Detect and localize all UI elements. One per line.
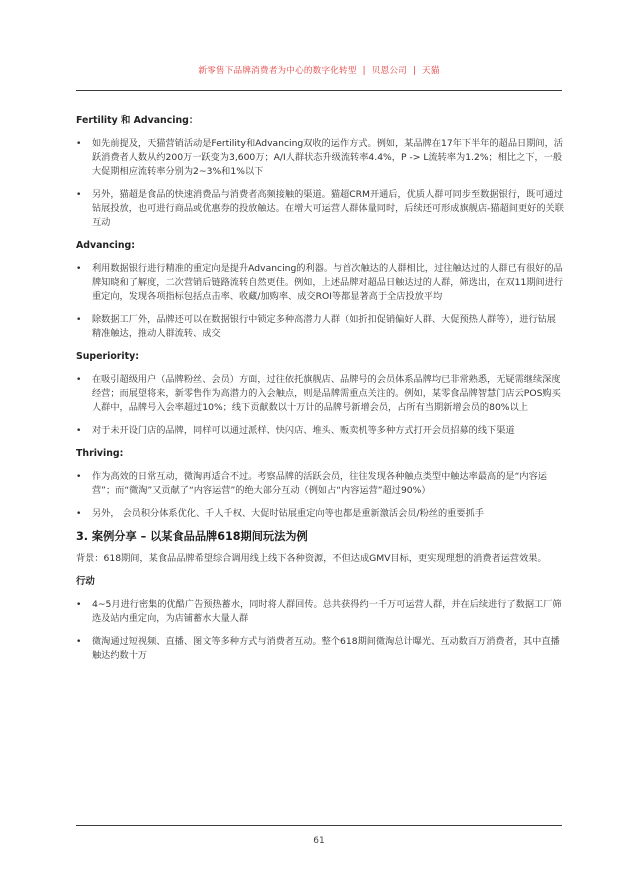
advancing-heading: Advancing: xyxy=(76,240,135,251)
bullet-icon: • xyxy=(76,599,82,610)
list-item-text: 除数据工厂外，品牌还可以在数据银行中锁定多种高潜力人群（如折扣促销偏好人群、大促预热人群等），进行钻展精准触达，推动人群流转、成交 xyxy=(92,314,556,339)
bullet-icon: • xyxy=(76,374,82,385)
list-item xyxy=(76,635,564,663)
list-item-text: 在吸引超级用户（品牌粉丝、会员）方面，过往依托旗舰店、品牌号的会员体系品牌均已非常熟悉，无疑需继续深度经营；而展望将来，新零售作为高潜力的入会触点，则是品牌需重点关注的。例如，某零食品牌智慧门店云POS购买人群中，品牌号入会率超过10%；线下贡献数以十万计的品牌号新增会员，占所有当期新增会员的80%以上 xyxy=(92,374,561,413)
superiority-heading: Superiority: xyxy=(76,351,139,362)
bullet-icon: • xyxy=(76,425,82,436)
list-item xyxy=(76,137,564,179)
header-company-tmall: 天猫 xyxy=(422,66,440,76)
header-separator: | xyxy=(412,66,417,76)
list-item-text: 另外，猫超是食品的快速消费品与消费者高频接触的渠道。猫超CRM开通后，优质人群可同步至数据银行，既可通过钻展投放，也可进行商品或优惠券的投放触达。在增大可运营人群体量同时，后续还可形成旗舰店-猫超间更好的关联互动 xyxy=(92,189,564,228)
superiority-list xyxy=(76,373,564,438)
list-item-text: 对于未开设门店的品牌，同样可以通过派样、快闪店、堆头、贩卖机等多种方式打开会员招募的线下渠道 xyxy=(92,425,515,436)
fertility-heading: Fertility 和 Advancing： xyxy=(76,115,199,126)
list-item xyxy=(76,470,564,498)
bullet-icon: • xyxy=(76,636,82,647)
list-item xyxy=(76,598,564,626)
list-item xyxy=(76,373,564,415)
list-item-text: 如先前提及，天猫营销活动是Fertility和Advancing双收的运作方式。例如，某品牌在17年下半年的超品日期间，活跃消费者人数从约200万一跃变为3,600万；A/I人群状态升级流转率4.4%，P -> L流转率为1.2%；相比之下，一般大促期相应流转率分别为2~3%和1%以下 xyxy=(92,138,563,177)
bullet-icon: • xyxy=(76,263,82,274)
fertility-list xyxy=(76,137,564,230)
list-item-text: 4~5月进行密集的优酷广告预热蓄水，同时将人群回传。总共获得约一千万可运营人群，并在后续进行了数据工厂筛选及站内重定向，为店铺蓄水大量人群 xyxy=(92,599,562,624)
thriving-list xyxy=(76,470,564,521)
action-list xyxy=(76,598,564,663)
case-background: 背景：618期间，某食品品牌希望综合调用线上线下各种资源，不但达成GMV目标，更实现理想的消费者运营效果。 xyxy=(76,553,547,564)
list-item xyxy=(76,313,564,341)
thriving-heading: Thriving: xyxy=(76,448,124,459)
bullet-icon: • xyxy=(76,189,82,200)
page-body xyxy=(76,114,564,672)
list-item-text: 微淘通过短视频、直播、图文等多种方式与消费者互动。整个618期间微淘总计曝光、互动数百万消费者，其中直播触达约数十万 xyxy=(92,636,560,661)
list-item-text: 另外， 会员积分体系优化、千人千权、大促时钻展重定向等也都是重新激活会员/粉丝的重要抓手 xyxy=(92,508,484,519)
header-rule xyxy=(76,90,562,91)
list-item xyxy=(76,262,564,304)
header-company-bain: 贝恩公司 xyxy=(371,66,407,76)
bullet-icon: • xyxy=(76,471,82,482)
header-separator: | xyxy=(362,66,366,76)
header-title: 新零售下品牌消费者为中心的数字化转型 xyxy=(198,66,357,76)
page-number: 61 xyxy=(313,836,325,846)
bullet-icon: • xyxy=(76,138,82,149)
bullet-icon: • xyxy=(76,314,82,325)
footer-rule xyxy=(76,825,562,826)
action-heading: 行动 xyxy=(76,576,95,587)
page-header xyxy=(0,64,638,76)
list-item xyxy=(76,188,564,230)
list-item xyxy=(76,424,564,438)
bullet-icon: • xyxy=(76,508,82,519)
list-item-text: 作为高效的日常互动，微淘再适合不过。考察品牌的活跃会员，往往发现各种触点类型中触达率最高的是“内容运营”；而“微淘”又贡献了“内容运营”的绝大部分互动（例如占“内容运营”超过90%） xyxy=(92,471,547,496)
advancing-list xyxy=(76,262,564,341)
list-item-text: 利用数据银行进行精准的重定向是提升Advancing的利器。与首次触达的人群相比，过往触达过的人群已有很好的品牌知晓和了解度，二次营销后链路流转自然更佳。例如，上述品牌对超品日触达过的人群，筛选出，在双11期间进行重定向，发现各项指标包括点击率、收藏/加购率、成交ROI等都显著高于全店投放平均 xyxy=(92,263,564,302)
list-item xyxy=(76,507,564,521)
case-study-title: 3. 案例分享 – 以某食品品牌618期间玩法为例 xyxy=(76,530,308,543)
